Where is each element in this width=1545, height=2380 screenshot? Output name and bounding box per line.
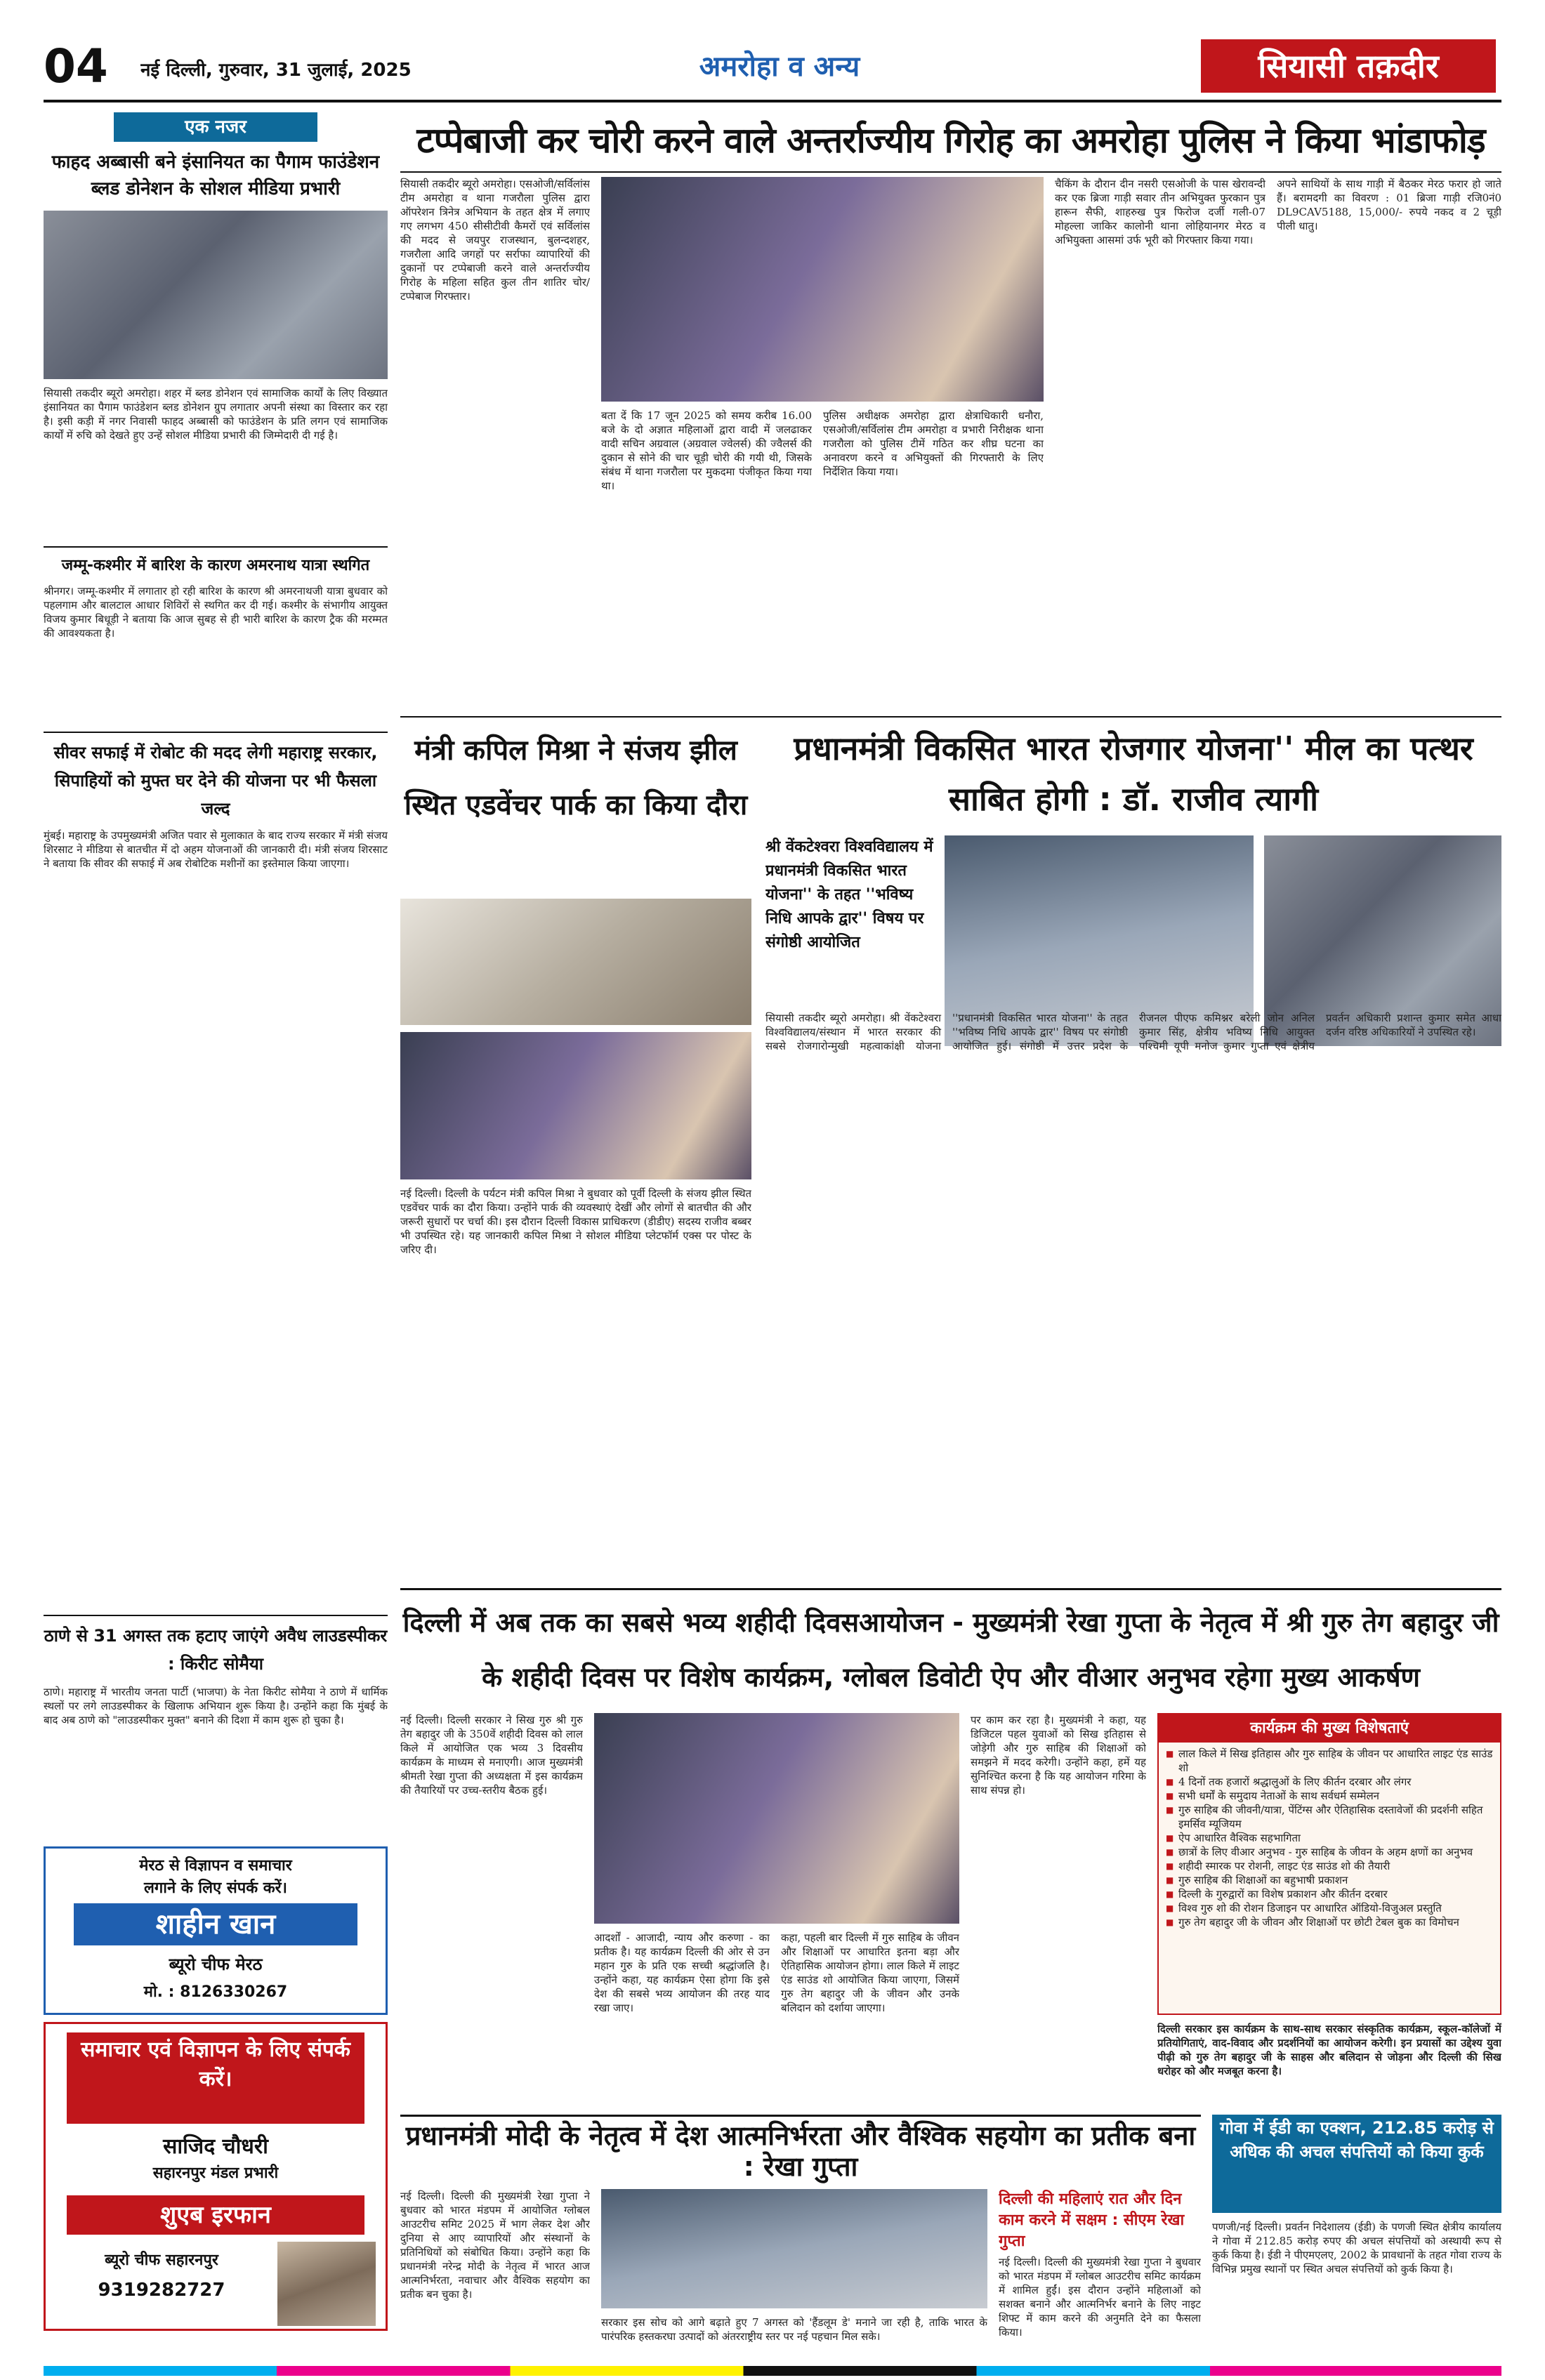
shaheedi-body1: नई दिल्ली। दिल्ली सरकार ने सिख गुरु श्री गुरु तेग बहादुर जी के 350वें शहीदी दिवस को लाल किले में आयोजित एक भव्य 3 दिवसीय कार्यक्रम के माध्यम से मनाएगी। आज मुख्यमंत्री श्रीमती रेखा गुप्ता की अध्यक्षता में इस कार्यक्रम की तैयारियों पर उच्च-स्तरीय बैठक हुई। — [400, 1714, 583, 1797]
story2-title: जम्मू-कश्मीर में बारिश के कारण अमरनाथ यात्रा स्थगित — [61, 557, 370, 574]
story3-title: सीवर सफाई में रोबोट की मदद लेगी महाराष्ट्र सरकार, सिपाहियों को मुफ्त घर देने की योजना पर भी फैसला जल्द — [53, 743, 378, 819]
lead-body-col1: सियासी तकदीर ब्यूरो अमरोहा। एसओजी/सर्विलांस टीम अमरोहा व थाना गजरौला पुलिस द्वारा ऑपरेशन त्रिनेत्र अभियान के तहत क्षेत्र में लगाए गए लगभग 450 सीसीटीवी कैमरों एवं सर्विलांस की मदद से जयपुर राजस्थान, बुलन्दशहर, गजरौला आदि जगहों पर सर्राफा व्यापारियों की दुकानों पर टप्पेबाजी करने वाले अन्तर्राज्यीय गिरोह के महिला सहित कुल तीन शातिर चोर/टप्पेबाज गिरफ्तार। — [400, 178, 590, 303]
blood-donation-photo — [44, 211, 388, 379]
lead-rule — [400, 171, 1501, 173]
lead-headline: टप्पेबाजी कर चोरी करने वाले अन्तर्राज्यीय गिरोह का अमरोहा पुलिस ने किया भांडाफोड़ — [416, 120, 1485, 161]
modi-headline: प्रधानमंत्री मोदी के नेतृत्व में देश आत्मनिर्भरता और वैश्विक सहयोग का प्रतीक बना : रेखा गुप्ता — [405, 2120, 1196, 2182]
story4-title: ठाणे से 31 अगस्त तक हटाए जाएंगे अवैध लाउडस्पीकर : किरीट सोमैया — [44, 1626, 388, 1674]
dateline: नई दिल्ली, गुरुवार, 31 जुलाई, 2025 — [140, 60, 412, 81]
rojgar-headline: प्रधानमंत्री विकसित भारत रोजगार योजना'' मील का पत्थर साबित होगी : डॉ. राजीव त्यागी — [794, 729, 1473, 818]
story1-body: सियासी तकदीर ब्यूरो अमरोहा। शहर में ब्लड डोनेशन एवं सामाजिक कार्यों के लिए विख्यात इंसानियत का पैगाम फाउंडेशन ब्लड डोनेशन ग्रुप लगातार अपनी संस्था का विस्तार कर रहा है। इसी कड़ी में नगर निवासी फाहद अब्बासी को फाउंडेशन के प्रति लगन एवं सामाजिक कार्यों में रुचि को देखते हुए उन्हें सोशल मीडिया प्रभारी की जिम्मेदारी दी गई है। — [44, 387, 388, 442]
ad-meerut-line1: मेरठ से विज्ञापन व समाचार — [139, 1856, 292, 1875]
ad-meerut — [44, 1846, 388, 2015]
paper-name: सियासी तक़दीर — [1201, 39, 1496, 93]
women-quote-body: नई दिल्ली। दिल्ली की मुख्यमंत्री रेखा गुप्ता ने बुधवार को भारत मंडपम में ग्लोबल आउटरीच समिट कार्यक्रम में शामिल हुईं। इस दौरान उन्होंने महिलाओं को सशक्त बनाने और आत्मनिर्भर बनाने के लिए नाइट शिफ्ट में काम करने की अनुमति देने का फैसला किया। — [999, 2256, 1201, 2339]
highlight-item: ■ 4 दिनों तक हजारों श्रद्धालुओं के लिए कीर्तन दरबार और लंगर — [1164, 1775, 1494, 1789]
summit-photo — [601, 2189, 987, 2308]
modi-tail: सरकार इस सोच को आगे बढ़ाते हुए 7 अगस्त को 'हैंडलूम डे' मनाने जा रही है, ताकि भारत के पारंपरिक हस्तकरघा उत्पादों को अंतरराष्ट्रीय स्तर पर नई पहचान मिल सके। — [601, 2316, 987, 2343]
lead-body-col4: चैकिंग के दौरान दीन नसरी एसओजी के पास खेरावन्दी कर एक ब्रिजा गाड़ी सवार तीन अभियुक्त फुरकान पुत्र हारून सैफी, शाहरुख पुत्र फिरोज दर्जी गली-07 मोहल्ला जाकिर कालोनी थाना लोहियानगर मेरठ व अभियुक्ता आसमां उर्फ भूरी को गिरफ्तार किया गया। — [1055, 178, 1265, 246]
masthead — [0, 0, 1545, 105]
shaheedi-headline: दिल्ली में अब तक का सबसे भव्य शहीदी दिवसआयोजन - मुख्यमंत्री रेखा गुप्ता के नेतृत्व में श्री गुरु तेग बहादुर जी के शहीदी दिवस पर विशेष कार्यक्रम, ग्लोबल डिवोटी ऐप और वीआर अनुभव रहेगा मुख्य आकर्षण — [402, 1607, 1499, 1693]
shaheedi-highlights-box — [1157, 1713, 1501, 2015]
mishra-headline: मंत्री कपिल मिश्रा ने संजय झील स्थित एडवेंचर पार्क का किया दौरा — [404, 734, 748, 821]
ad-saharanpur-name: साजिद चौधरी — [163, 2134, 268, 2159]
highlight-item: ■ लाल किले में सिख इतिहास और गुरु साहिब के जीवन पर आधारित लाइट एंड साउंड शो — [1164, 1747, 1494, 1775]
shaheedi-meeting-photo — [594, 1713, 959, 1924]
shaheedi-body4: पर काम कर रहा है। मुख्यमंत्री ने कहा, यह डिजिटल पहल युवाओं को सिख इतिहास से जोड़ेगी और गुरु साहिब की शिक्षाओं को समझने में मदद करेगी। उन्होंने कहा, हमें यह सुनिश्चित करना है कि यह आयोजन गरिमा के साथ संपन्न हो। — [971, 1714, 1146, 1797]
lead-body-col3: पुलिस अधीक्षक अमरोहा द्वारा क्षेत्राधिकारी धनौरा, एसओजी/सर्विलांस टीम अमरोहा व प्रभारी निरीक्षक थाना गजरौला को पुलिस टीमें गठित कर शीघ्र घटना का अनावरण करने व अभियुक्तों की गिरफ्तारी के लिए निर्देशित किया गया। — [823, 409, 1044, 478]
highlight-item: ■ गुरु तेग बहादुर जी के जीवन और शिक्षाओं पर छोटी टेबल बुक का विमोचन — [1164, 1915, 1494, 1929]
ad-meerut-name: शाहीन खान — [74, 1903, 357, 1945]
women-quote-title: दिल्ली की महिलाएं रात और दिन काम करने में सक्षम : सीएम रेखा गुप्ता — [999, 2190, 1185, 2250]
modi-body: नई दिल्ली। दिल्ली की मुख्यमंत्री रेखा गुप्ता ने बुधवार को भारत मंडपम में आयोजित ग्लोबल आउटरीच समिट 2025 में भाग लेकर देश और दुनिया से आए व्यापारियों और संस्थानों के प्रतिनिधियों को संबोधित किया। उन्होंने कहा कि प्रधानमंत्री नरेन्द्र मोदी के नेतृत्व में भारत आज आत्मनिर्भरता, नवाचार और वैश्विक सहयोग का प्रतीक बन चुका है। — [400, 2190, 590, 2301]
ad-saharanpur — [44, 2022, 388, 2331]
ad-shueb-phone: 9319282727 — [98, 2280, 225, 2301]
rojgar-kicker: श्री वेंकटेश्वरा विश्वविद्यालय में प्रधानमंत्री विकसित भारत योजना'' के तहत ''भविष्य निधि आपके द्वार'' विषय पर संगोष्ठी आयोजित — [765, 838, 933, 951]
ed-headline: गोवा में ईडी का एक्शन, 212.85 करोड़ से अधिक की अचल संपत्तियों को किया कुर्क — [1212, 2115, 1501, 2213]
highlight-item: ■ गुरु साहिब की जीवनी/यात्रा, पेंटिंग्स और ऐतिहासिक दस्तावेजों की प्रदर्शनी सहित इमर्सिव म्यूजियम — [1164, 1803, 1494, 1831]
ad-shueb-role: ब्यूरो चीफ सहारनपुर — [105, 2251, 218, 2269]
highlight-item: ■ ऐप आधारित वैश्विक सहभागिता — [1164, 1831, 1494, 1845]
highlights-title: कार्यक्रम की मुख्य विशेषताएं — [1159, 1714, 1500, 1743]
ed-box — [1212, 2115, 1501, 2360]
mishra-body: नई दिल्ली। दिल्ली के पर्यटन मंत्री कपिल मिश्रा ने बुधवार को पूर्वी दिल्ली के संजय झील स्थित एडवेंचर पार्क का दौरा किया। उन्होंने पार्क की व्यवस्थाएं देखीं और लोगों से बातचीत की और जरूरी सुधारों पर चर्चा की। इस दौरान दिल्ली विकास प्राधिकरण (डीडीए) सदस्य राजीव बब्बर भी उपस्थित रहे। यह जानकारी कपिल मिश्रा ने सोशल मीडिया प्लेटफॉर्म एक्स पर पोस्ट के जरिए दी। — [400, 1187, 751, 1256]
highlight-item: ■ गुरु साहिब की शिक्षाओं का बहुभाषी प्रकाशन — [1164, 1873, 1494, 1887]
shaheedi-body2: आदर्शों - आजादी, न्याय और करुणा - का प्रतीक है। यह कार्यक्रम दिल्ली की ओर से उन महान गुरु के प्रति एक सच्ची श्रद्धांजलि है। उन्होंने कहा, यह कार्यक्रम ऐसा होगा कि इसे देश की सबसे भव्य आयोजन की तरह याद रखा जाए। — [594, 1931, 770, 2014]
ek-nazar-label: एक नजर — [114, 112, 317, 142]
ed-body: पणजी/नई दिल्ली। प्रवर्तन निदेशालय (ईडी) के पणजी स्थित क्षेत्रीय कार्यालय ने गोवा में 212.85 करोड़ रुपए की अचल संपत्तियों को अस्थायी रूप से कुर्क किया है। ईडी ने पीएमएलए, 2002 के प्रावधानों के तहत गोवा राज्य के विभिन्न प्रमुख स्थानों पर स्थित अचल संपत्तियों को कुर्क किया है। — [1212, 2221, 1501, 2275]
masthead-rule — [44, 100, 1501, 103]
adventure-park-photo — [400, 899, 751, 1025]
police-press-photo — [601, 177, 1044, 402]
highlight-item: ■ सभी धर्मों के समुदाय नेताओं के साथ सर्वधर्म सम्मेलन — [1164, 1789, 1494, 1803]
ad-meerut-phone: मो. : 8126330267 — [143, 1983, 288, 2001]
divider — [44, 732, 388, 733]
story1-title: फाहद अब्बासी बने इंसानियत का पैगाम फाउंडेशन ब्लड डोनेशन के सोशल मीडिया प्रभारी — [51, 152, 380, 199]
ad-saharanpur-role: सहारनपुर मंडल प्रभारी — [152, 2164, 279, 2182]
highlight-item: ■ विश्व गुरु शो की रोशन डिजाइन पर आधारित ऑडियो-विजुअल प्रस्तुति — [1164, 1901, 1494, 1915]
section-name: अमरोहा व अन्य — [699, 51, 860, 83]
lead-body-col6: अपने साथियों के साथ गाड़ी में बैठकर मेरठ फरार हो जाते हैं। बरामदगी का विवरण : 01 ब्रिजा गाड़ी रजि0नं0 DL9CAV5188, 15,000/- रुपये नकद व 2 चूड़ी पीली धातु। — [1277, 178, 1501, 232]
story2-body: श्रीनगर। जम्मू-कश्मीर में लगातार हो रही बारिश के कारण श्री अमरनाथजी यात्रा बुधवार को पहलगाम और बालटाल आधार शिविरों से स्थगित कर दी गई। कश्मीर के संभागीय आयुक्त विजय कुमार बिधूड़ी ने बताया कि आज सुबह से ही भारी बारिश के कारण ट्रैक की मरम्मत की आवश्यकता है। — [44, 585, 388, 640]
ad-meerut-line2: लगाने के लिए संपर्क करें। — [143, 1879, 288, 1897]
highlight-item: ■ छात्रों के लिए वीआर अनुभव - गुरु साहिब के जीवन के अहम क्षणों का अनुभव — [1164, 1845, 1494, 1859]
highlight-item: ■ शहीदी स्मारक पर रोशनी, लाइट एंड साउंड शो की तैयारी — [1164, 1859, 1494, 1873]
ek-nazar-column — [44, 112, 388, 1839]
lead-body-col2: बता दें कि 17 जून 2025 को समय करीब 16.00 बजे के दो अज्ञात महिलाओं द्वारा वादी में जलढाकर वादी सचिन अग्रवाल (अग्रवाल ज्वेलर्स) की ज्वैलर्स की दुकान से सोने की चार चूड़ी चोरी की गयी थी, जिसके संबंध में थाना गजरौला पर मुकदमा पंजीकृत किया गया था। — [601, 409, 812, 492]
divider — [44, 546, 388, 548]
story3-body: मुंबई। महाराष्ट्र के उपमुख्यमंत्री अजित पवार से मुलाकात के बाद राज्य सरकार में मंत्री संजय शिरसाट ने मीडिया से बातचीत में दो अहम योजनाओं की जानकारी दी। मंत्री संजय शिरसाट ने बताया कि सीवर की सफाई में अब रोबोटिक मशीनों का इस्तेमाल किया जाएगा। — [44, 829, 388, 870]
highlight-item: ■ दिल्ली के गुरुद्वारों का विशेष प्रकाशन और कीर्तन दरबार — [1164, 1887, 1494, 1901]
divider — [400, 2115, 1201, 2117]
divider — [44, 1615, 388, 1616]
color-strip — [44, 2366, 1501, 2376]
rojgar-body: सियासी तकदीर ब्यूरो अमरोहा। श्री वेंकटेश्वरा विश्वविद्यालय/संस्थान में भारत सरकार की सबसे रोजगारोन्मुखी महत्वाकांक्षी योजना ''प्रधानमंत्री विकसित भारत योजना'' के तहत ''भविष्य निधि आपके द्वार'' विषय पर संगोष्ठी आयोजित हुई। संगोष्ठी में उत्तर प्रदेश के रीजनल पीएफ कमिश्नर बरेली जोन अनिल कुमार सिंह, क्षेत्रीय भविष्य निधि आयुक्त पश्चिमी यूपी मनोज कुमार गुप्ता एवं क्षेत्रीय प्रवर्तन अधिकारी प्रशान्त कुमार समेत आधा दर्जन वरिष्ठ अधिकारियों ने उपस्थित रहे। — [765, 1012, 1501, 1052]
mishra-visit-photo — [400, 1032, 751, 1179]
shaheedi-box-tail: दिल्ली सरकार इस कार्यक्रम के साथ-साथ सरकार संस्कृतिक कार्यक्रम, स्कूल-कॉलेजों में प्रतियोगिताएं, वाद-विवाद और प्रदर्शनियों का आयोजन करेगी। इन प्रयासों का उद्देश्य युवा पीढ़ी को गुरु तेग बहादुर जी के साहस और बलिदान से जोड़ना और दिल्ली की सिख धरोहर को और मजबूत करना है। — [1157, 2023, 1501, 2077]
ad-shueb-name: शुएब इरफान — [67, 2195, 364, 2235]
highlights-list — [1164, 1747, 1494, 2014]
ad-meerut-role: ब्यूरो चीफ मेरठ — [169, 1954, 263, 1974]
shaheedi-body3: कहा, पहली बार दिल्ली में गुरु साहिब के जीवन और शिक्षाओं पर आधारित इतना बड़ा और ऐतिहासिक आयोजन होगा। लाल किले में लाइट एंड साउंड शो आयोजित किया जाएगा, जिसमें गुरु तेग बहादुर जी के जीवन और उनके बलिदान को दर्शाया जाएगा। — [781, 1931, 959, 2014]
page-number: 04 — [44, 39, 108, 93]
story4-body: ठाणे। महाराष्ट्र में भारतीय जनता पार्टी (भाजपा) के नेता किरीट सोमैया ने ठाणे में धार्मिक स्थलों पर लगे लाउडस्पीकर के खिलाफ अभियान शुरू किया है। उन्होंने कहा कि मुंबई के बाद अब ठाणे को "लाउडस्पीकर मुक्त" बनाने की दिशा में काम शुरू हो चुका है। — [44, 1686, 388, 1726]
ad-saharanpur-title: समाचार एवं विज्ञापन के लिए संपर्क करें। — [67, 2032, 364, 2124]
divider — [400, 716, 1501, 718]
divider — [400, 1588, 1501, 1590]
shueb-photo — [277, 2242, 376, 2326]
